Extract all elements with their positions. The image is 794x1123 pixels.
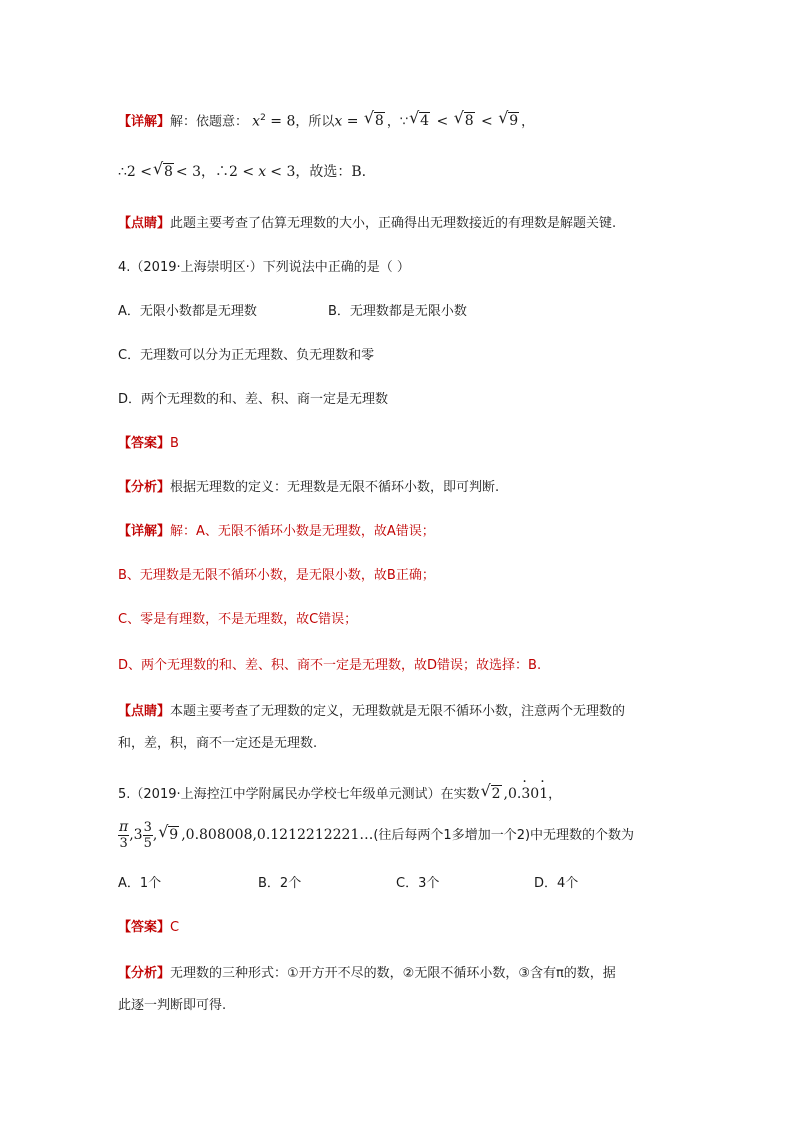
detail-tag: 【详解】 — [118, 114, 171, 130]
sqrt-expr: √ 8 — [455, 111, 475, 132]
q3-therefore-line: ∴2 <√ 8 < 3，∴2 < x < 3，故选：B. — [118, 162, 366, 183]
q5-option-c: C．3个 — [396, 876, 440, 891]
q5-analysis-1: 【分析】无理数的三种形式：①开方开不尽的数，②无限不循环小数，③含有π的数，据 — [118, 966, 616, 981]
q5-answer-line — [118, 918, 179, 938]
q4-option-d: D．两个无理数的和、差、积、商一定是无理数 — [118, 392, 389, 407]
q5-stem-1: 5.（2019·上海控江中学附属民办学校七年级单元测试）在实数√ 2 ,0.· 30· 1， — [118, 784, 561, 805]
answer-tag: 【答案】 — [118, 920, 171, 935]
comment-tag: 【点睛】 — [118, 704, 171, 719]
repeating-digit: · 1 — [539, 784, 548, 804]
answer-value: B — [170, 436, 179, 451]
answer-tag: 【答案】 — [118, 436, 171, 451]
sqrt-expr: √ 2 — [482, 784, 502, 805]
q5-option-b: B．2个 — [258, 876, 302, 891]
q4-detail-2: B、无理数是无限不循环小数，是无限小数，故B正确； — [118, 568, 435, 583]
q4-detail-4: D、两个无理数的和、差、积、商不一定是无理数，故D错误；故选择：B. — [118, 658, 542, 673]
q5-analysis-2: 此逐一判断即可得. — [118, 998, 227, 1013]
q4-option-a: A．无限小数都是无理数 — [118, 304, 257, 319]
sqrt-expr: √ 9 — [499, 111, 519, 132]
q4-detail-1: 【详解】解：A、无限不循环小数是无理数，故A错误； — [118, 524, 435, 539]
q4-option-c: C．无理数可以分为正无理数、负无理数和零 — [118, 348, 375, 363]
fraction-pi-3: $\frac{\pi}{3}$ — [119, 819, 129, 851]
sqrt-expr: √ 4 — [410, 111, 430, 132]
q4-option-b: B．无理数都是无限小数 — [328, 304, 467, 319]
repeating-digit: · 3 — [521, 784, 530, 804]
q5-option-d: D．4个 — [534, 876, 579, 891]
fraction-3-5: $\frac{3}{5}$ — [143, 820, 152, 851]
q4-analysis-line: 【分析】根据无理数的定义：无理数是无限不循环小数，即可判断. — [118, 480, 500, 495]
analysis-tag: 【分析】 — [118, 480, 171, 495]
comment-tag: 【点睛】 — [118, 216, 171, 231]
sqrt-expr: √ 8 — [154, 162, 174, 183]
q5-stem-2: $\frac{\pi}{3}$ ,3 $\frac{3}{5}$ ,√ 9 ,0.808008,0.1212212221…(往后每两个1多增加一个2)中无理数的个数为 — [118, 820, 634, 851]
analysis-tag: 【分析】 — [118, 966, 171, 981]
q4-answer-line — [118, 434, 179, 454]
q4-comment-1: 【点睛】本题主要考查了无理数的定义，无理数就是无限不循环小数，注意两个无理数的 — [118, 704, 626, 719]
detail-tag: 【详解】 — [118, 524, 171, 539]
q4-comment-2: 和，差，积，商不一定还是无理数. — [118, 736, 318, 751]
q4-stem: 4.（2019·上海崇明区·）下列说法中正确的是（ ） — [118, 260, 410, 275]
q5-option-a: A．1个 — [118, 876, 162, 891]
sqrt-expr: √ 8 — [365, 111, 385, 132]
sqrt-expr: √ 9 — [159, 825, 179, 846]
q3-comment-line: 【点睛】此题主要考查了估算无理数的大小，正确得出无理数接近的有理数是解题关键. — [118, 216, 617, 231]
q3-detail-line: 【详解】解：依题意： $x^2 = 8$，所以x = √ 8 ，∵√ 4 < √ 8 < √ 9 ， — [118, 108, 534, 132]
answer-value: C — [170, 920, 180, 935]
q4-detail-3: C、零是有理数，不是无理数，故C错误； — [118, 612, 358, 627]
